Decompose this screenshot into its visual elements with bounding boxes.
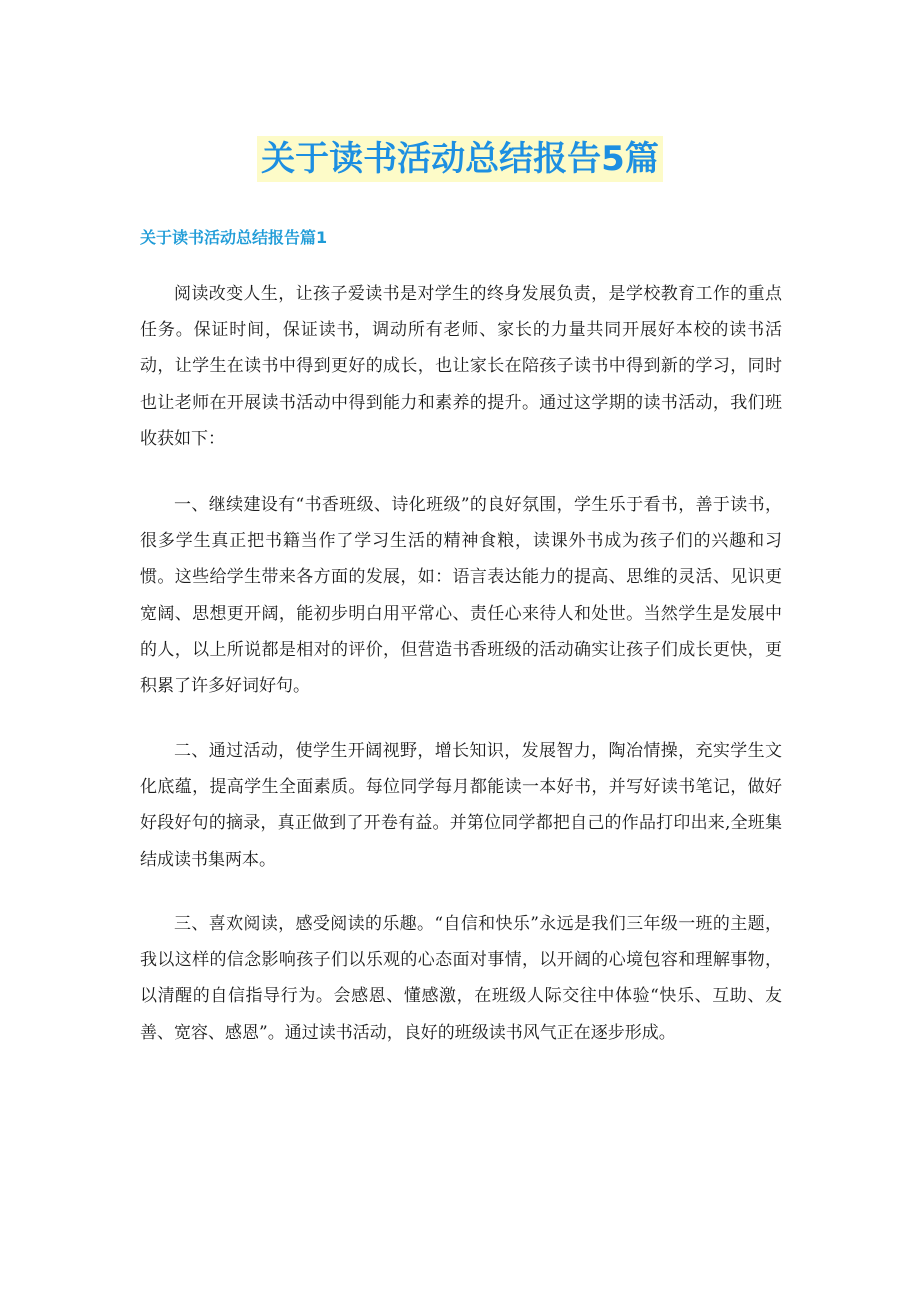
document-title: 关于读书活动总结报告5篇 [257,136,663,182]
paragraph-point-two: 二、通过活动，使学生开阔视野，增长知识，发展智力，陶冶情操，充实学生文化底蕴，提高学生全面素质。每位同学每月都能读一本好书，并写好读书笔记，做好好段好句的摘录，真正做到了开卷有益。并第位同学都把自己的作品打印出来,全班集结成读书集两本。 [140,741,782,870]
paragraph-point-three: 三、喜欢阅读，感受阅读的乐趣。“自信和快乐”永远是我们三年级一班的主题，我以这样的信念影响孩子们以乐观的心态面对事情，以开阔的心境包容和理解事物，以清醒的自信指导行为。会感恩、懂感激，在班级人际交往中体验“快乐、互助、友善、宽容、感恩”。通过读书活动，良好的班级读书风气正在逐步形成。 [140,914,782,1043]
paragraph-intro: 阅读改变人生，让孩子爱读书是对学生的终身发展负责，是学校教育工作的重点任务。保证时间，保证读书，调动所有老师、家长的力量共同开展好本校的读书活动，让学生在读书中得到更好的成长，也让家长在陪孩子读书中得到新的学习，同时也让老师在开展读书活动中得到能力和素养的提升。通过这学期的读书活动，我们班收获如下： [140,284,782,449]
paragraph-point-one: 一、继续建设有“书香班级、诗化班级”的良好氛围，学生乐于看书，善于读书，很多学生真正把书籍当作了学习生活的精神食粮，读课外书成为孩子们的兴趣和习惯。这些给学生带来各方面的发展，如：语言表达能力的提高、思维的灵活、见识更宽阔、思想更开阔，能初步明白用平常心、责任心来待人和处世。当然学生是发展中的人，以上所说都是相对的评价，但营造书香班级的活动确实让孩子们成长更快，更积累了许多好词好句。 [140,495,782,697]
section-heading: 关于读书活动总结报告篇1 [140,228,328,247]
title-container [0,136,920,182]
